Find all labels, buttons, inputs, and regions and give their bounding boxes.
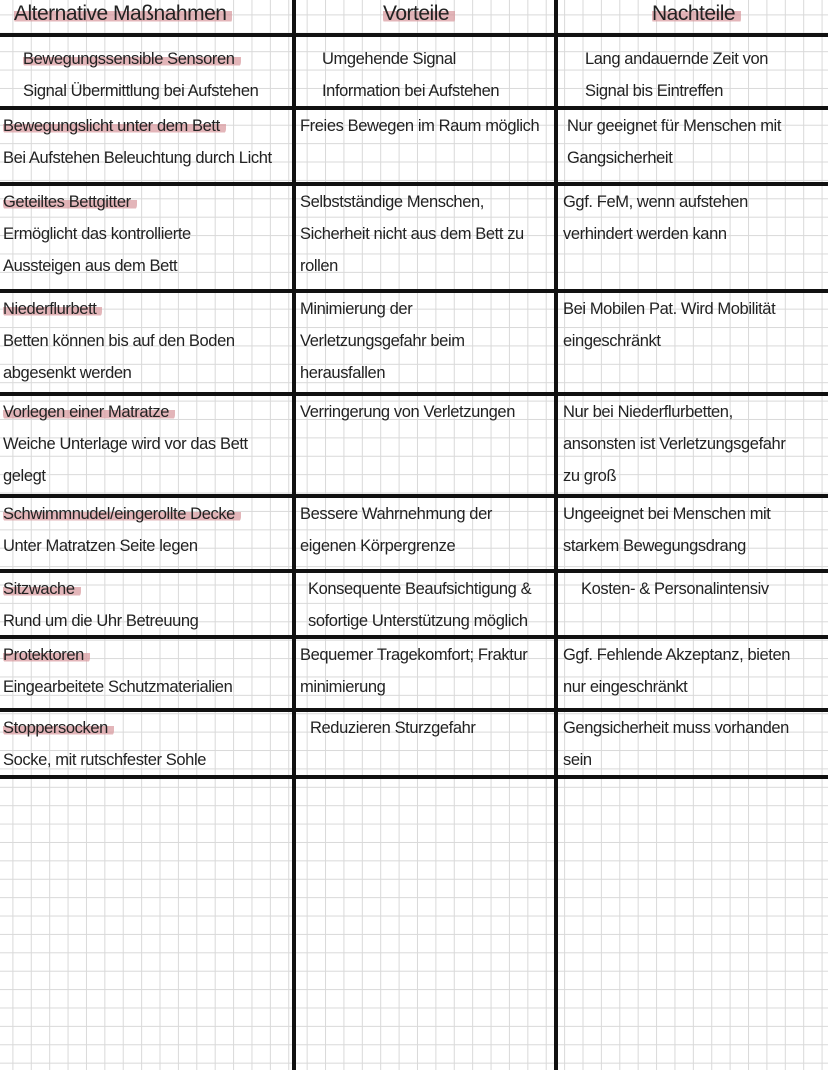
cell-text: Ermöglicht das kontrollierte: [3, 225, 191, 243]
cell-text: Information bei Aufstehen: [322, 82, 500, 100]
column-divider: [554, 0, 558, 1070]
cell-text: zu groß: [563, 467, 617, 485]
cell-vorteile: [300, 110, 539, 142]
cell-massnahme: [3, 712, 206, 776]
measure-title: Stoppersocken: [3, 719, 114, 737]
measure-title: Bewegungslicht unter dem Bett: [3, 117, 226, 135]
measure-title: Vorlegen einer Matratze: [3, 403, 175, 421]
cell-text: abgesenkt werden: [3, 364, 132, 382]
header-massnahmen: [14, 2, 232, 26]
cell-text: Reduzieren Sturzgefahr: [310, 719, 476, 737]
cell-text: eingeschränkt: [563, 332, 661, 350]
measure-title: Sitzwache: [3, 580, 81, 598]
cell-text: herausfallen: [300, 364, 386, 382]
cell-text: nur eingeschränkt: [563, 678, 688, 696]
cell-massnahme: [23, 43, 258, 107]
header-vorteile: [383, 2, 455, 26]
header-nachteile: [652, 2, 741, 26]
cell-text: Bei Aufstehen Beleuchtung durch Licht: [3, 149, 272, 167]
cell-text: Ungeeignet bei Menschen mit: [563, 505, 771, 523]
header-label: Alternative Maßnahmen: [14, 2, 232, 25]
cell-nachteile: [585, 43, 768, 107]
cell-text: Betten können bis auf den Boden: [3, 332, 235, 350]
cell-vorteile: [300, 639, 527, 703]
cell-text: Selbstständige Menschen,: [300, 193, 484, 211]
cell-text: Gengsicherheit muss vorhanden: [563, 719, 789, 737]
cell-nachteile: [563, 498, 771, 562]
cell-nachteile: [563, 293, 775, 357]
cell-nachteile: [563, 186, 748, 250]
cell-text: Gangsicherheit: [567, 149, 673, 167]
cell-text: Weiche Unterlage wird vor das Bett: [3, 435, 248, 453]
cell-text: Unter Matratzen Seite legen: [3, 537, 198, 555]
cell-text: starkem Bewegungsdrang: [563, 537, 746, 555]
cell-text: Ggf. Fehlende Akzeptanz, bieten: [563, 646, 791, 664]
cell-text: Freies Bewegen im Raum möglich: [300, 117, 540, 135]
cell-vorteile: [322, 43, 499, 107]
cell-text: Nur bei Niederflurbetten,: [563, 403, 733, 421]
cell-vorteile: [300, 186, 524, 282]
measure-title: Geteiltes Bettgitter: [3, 193, 137, 211]
row-divider: [0, 33, 828, 37]
header-label: Vorteile: [383, 2, 455, 25]
cell-massnahme: [3, 186, 191, 282]
cell-text: sein: [563, 751, 592, 769]
cell-text: Nur geeignet für Menschen mit: [567, 117, 782, 135]
cell-vorteile: [300, 498, 492, 562]
cell-text: Verletzungsgefahr beim: [300, 332, 465, 350]
measure-title: Niederflurbett: [3, 300, 102, 318]
cell-text: Kosten- & Personalintensiv: [581, 580, 769, 598]
column-divider: [292, 0, 296, 1070]
cell-text: ansonsten ist Verletzungsgefahr: [563, 435, 786, 453]
cell-vorteile: [300, 396, 515, 428]
cell-text: Signal bis Eintreffen: [585, 82, 724, 100]
cell-massnahme: [3, 396, 248, 492]
cell-text: minimierung: [300, 678, 386, 696]
cell-massnahme: [3, 110, 272, 174]
header-label: Nachteile: [652, 2, 741, 25]
cell-text: Socke, mit rutschfester Sohle: [3, 751, 206, 769]
cell-text: Minimierung der: [300, 300, 413, 318]
cell-text: Ggf. FeM, wenn aufstehen: [563, 193, 748, 211]
cell-text: Verringerung von Verletzungen: [300, 403, 515, 421]
measure-title: Protektoren: [3, 646, 90, 664]
cell-text: eigenen Körpergrenze: [300, 537, 456, 555]
measure-title: Bewegungssensible Sensoren: [23, 50, 241, 68]
cell-nachteile: [563, 639, 790, 703]
cell-massnahme: [3, 573, 198, 637]
cell-text: Lang andauernde Zeit von: [585, 50, 769, 68]
cell-nachteile: [567, 110, 781, 174]
cell-text: Aussteigen aus dem Bett: [3, 257, 178, 275]
cell-text: gelegt: [3, 467, 46, 485]
cell-text: Bessere Wahrnehmung der: [300, 505, 492, 523]
cell-nachteile: [581, 573, 769, 605]
measure-title: Schwimmnudel/eingerollte Decke: [3, 505, 241, 523]
cell-nachteile: [563, 712, 789, 776]
cell-text: Sicherheit nicht aus dem Bett zu: [300, 225, 524, 243]
cell-text: sofortige Unterstützung möglich: [308, 612, 528, 630]
cell-text: verhindert werden kann: [563, 225, 727, 243]
cell-massnahme: [3, 293, 235, 389]
cell-text: rollen: [300, 257, 338, 275]
cell-nachteile: [563, 396, 785, 492]
cell-vorteile: [308, 573, 531, 637]
cell-massnahme: [3, 498, 241, 562]
cell-text: Signal Übermittlung bei Aufstehen: [23, 82, 259, 100]
cell-text: Umgehende Signal: [322, 50, 456, 68]
cell-text: Rund um die Uhr Betreuung: [3, 612, 199, 630]
cell-text: Bei Mobilen Pat. Wird Mobilität: [563, 300, 776, 318]
cell-text: Eingearbeitete Schutzmaterialien: [3, 678, 233, 696]
cell-massnahme: [3, 639, 232, 703]
cell-vorteile: [310, 712, 475, 744]
cell-vorteile: [300, 293, 465, 389]
cell-text: Konsequente Beaufsichtigung &: [308, 580, 532, 598]
cell-text: Bequemer Tragekomfort; Fraktur: [300, 646, 528, 664]
